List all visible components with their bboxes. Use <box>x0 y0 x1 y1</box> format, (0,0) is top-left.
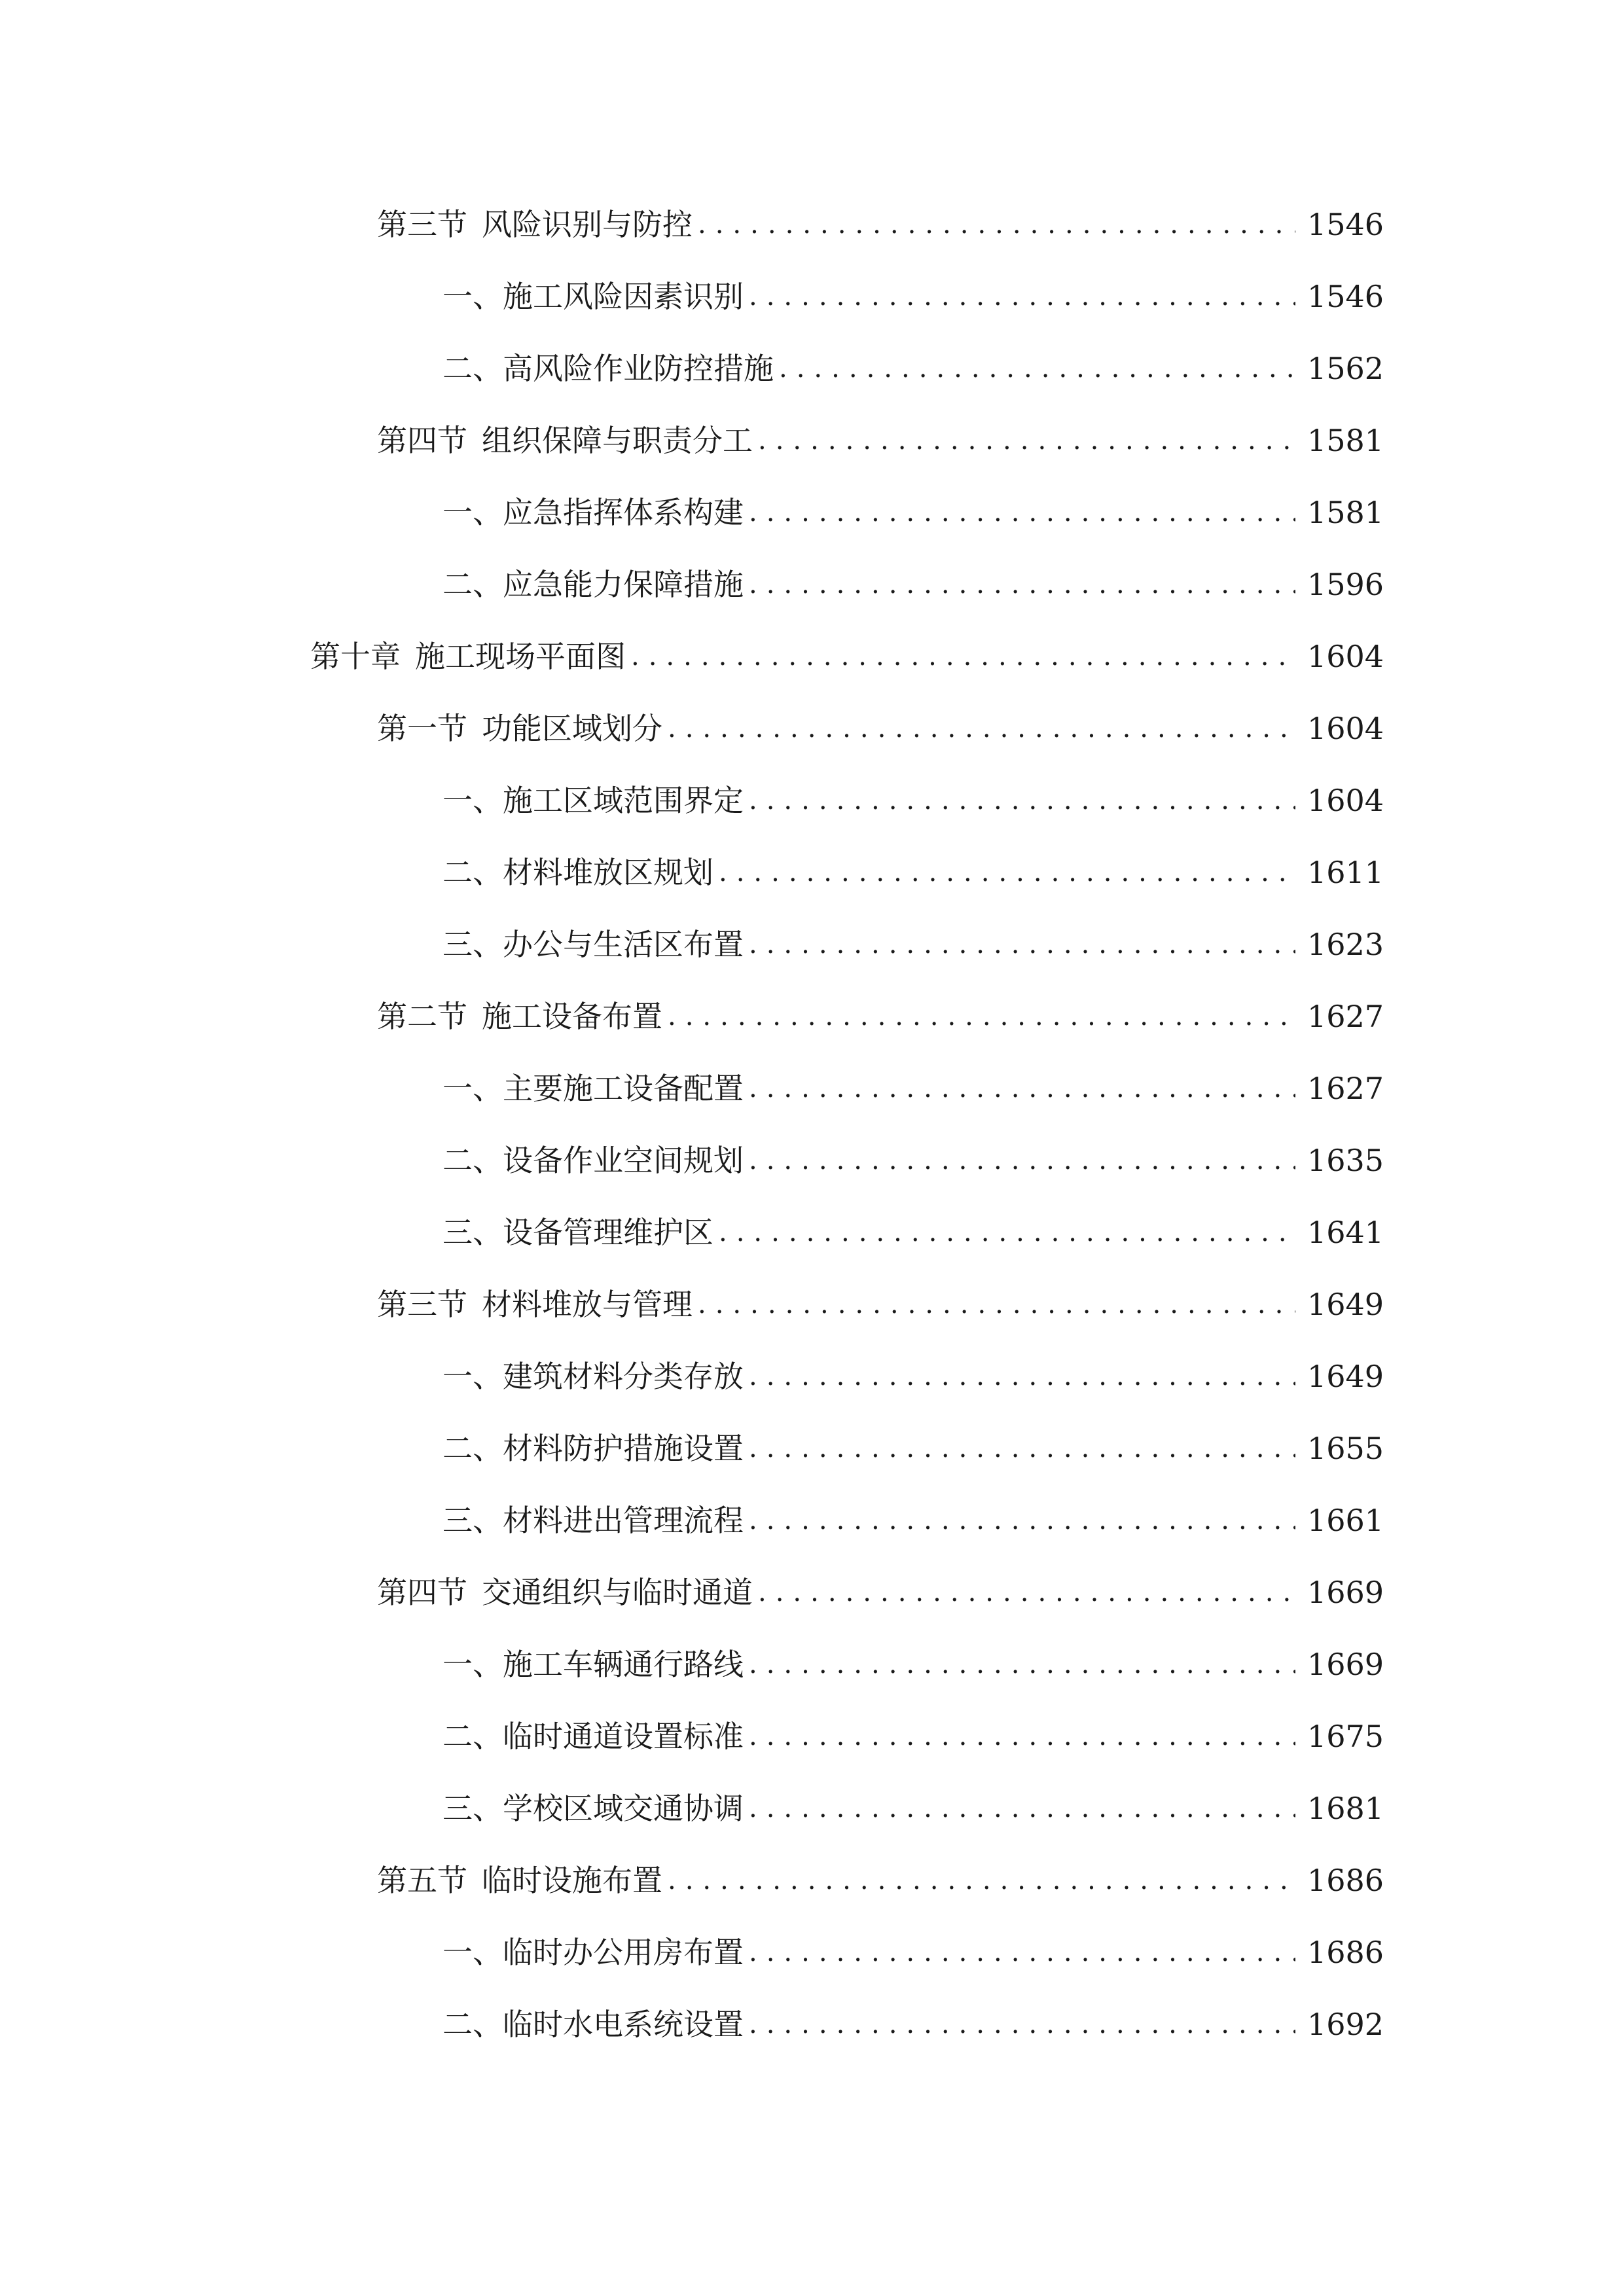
toc-entry-number: 二、 <box>442 1143 503 1178</box>
toc-entry-number: 二、 <box>442 351 503 386</box>
toc-entry[interactable] <box>0 1844 1624 1916</box>
toc-entry[interactable] <box>0 1556 1624 1628</box>
toc-entry-number: 二、 <box>442 855 503 890</box>
toc-entry-title: 主要施工设备配置 <box>503 1071 744 1106</box>
toc-entry-page: 1686 <box>1307 1863 1384 1898</box>
toc-entry-page: 1581 <box>1307 495 1384 530</box>
toc-entry-number: 一、 <box>442 279 503 314</box>
toc-entry[interactable] <box>0 260 1624 332</box>
toc-entry-page: 1692 <box>1307 2007 1384 2042</box>
toc-leader-dots <box>749 1363 1295 1390</box>
toc-entry-title: 临时设施布置 <box>482 1863 662 1898</box>
toc-entry-page: 1669 <box>1307 1647 1384 1682</box>
toc-leader-dots <box>668 715 1295 742</box>
toc-entry-title: 施工设备布置 <box>482 999 662 1034</box>
toc-leader-dots <box>749 1939 1295 1965</box>
toc-entry-number: 三、 <box>442 1215 503 1250</box>
toc-leader-dots <box>749 1147 1295 1174</box>
toc-entry-number: 一、 <box>442 1647 503 1682</box>
toc-entry-title: 建筑材料分类存放 <box>503 1359 744 1394</box>
toc-entry[interactable] <box>0 476 1624 548</box>
toc-leader-dots <box>719 859 1295 886</box>
toc-entry-title: 材料堆放与管理 <box>482 1287 693 1322</box>
toc-leader-dots <box>749 931 1295 958</box>
toc-entry-page: 1627 <box>1307 999 1384 1034</box>
toc-entry[interactable] <box>0 908 1624 980</box>
toc-entry-title: 风险识别与防控 <box>482 207 693 242</box>
toc-entry-title: 组织保障与职责分工 <box>482 423 753 458</box>
toc-entry-title: 材料防护措施设置 <box>503 1431 744 1466</box>
toc-entry[interactable] <box>0 1772 1624 1844</box>
toc-entry[interactable] <box>0 1268 1624 1340</box>
toc-leader-dots <box>749 2011 1295 2037</box>
toc-entry-page: 1546 <box>1307 279 1384 314</box>
toc-entry[interactable] <box>0 836 1624 908</box>
toc-entry-title: 施工现场平面图 <box>415 639 626 674</box>
toc-entry[interactable] <box>0 1988 1624 2060</box>
toc-entry-page: 1604 <box>1307 711 1384 746</box>
toc-entry-title: 应急能力保障措施 <box>503 567 744 602</box>
toc-entry-page: 1655 <box>1307 1431 1384 1466</box>
toc-entry-page: 1627 <box>1307 1071 1384 1106</box>
toc-entry-number: 一、 <box>442 495 503 530</box>
toc-entry-page: 1686 <box>1307 1935 1384 1970</box>
toc-leader-dots <box>668 1003 1295 1030</box>
toc-entry-title: 施工车辆通行路线 <box>503 1647 744 1682</box>
table-of-contents <box>0 188 1624 2060</box>
toc-entry-title: 应急指挥体系构建 <box>503 495 744 530</box>
toc-leader-dots <box>749 787 1295 814</box>
toc-entry-chapter[interactable] <box>0 620 1624 692</box>
toc-entry[interactable] <box>0 188 1624 260</box>
toc-entry-number: 二、 <box>442 2007 503 2042</box>
toc-entry-page: 1596 <box>1307 567 1384 602</box>
toc-leader-dots <box>749 1723 1295 1749</box>
toc-entry-number: 三、 <box>442 927 503 962</box>
toc-entry-number: 一、 <box>442 1071 503 1106</box>
toc-entry-number: 第十章 <box>310 639 401 674</box>
toc-leader-dots <box>758 1579 1295 1605</box>
toc-entry-title: 临时办公用房布置 <box>503 1935 744 1970</box>
toc-leader-dots <box>749 571 1295 598</box>
toc-entry-number: 第二节 <box>377 999 467 1034</box>
toc-entry-page: 1661 <box>1307 1503 1384 1538</box>
toc-entry[interactable] <box>0 1700 1624 1772</box>
toc-entry-number: 三、 <box>442 1503 503 1538</box>
toc-entry-number: 二、 <box>442 567 503 602</box>
toc-entry-page: 1546 <box>1307 207 1384 242</box>
toc-entry-number: 第五节 <box>377 1863 467 1898</box>
toc-leader-dots <box>631 643 1295 670</box>
toc-entry-number: 第一节 <box>377 711 467 746</box>
toc-entry-page: 1635 <box>1307 1143 1384 1178</box>
toc-entry-title: 办公与生活区布置 <box>503 927 744 962</box>
toc-entry-number: 一、 <box>442 1359 503 1394</box>
toc-entry-number: 第三节 <box>377 1287 467 1322</box>
toc-entry[interactable] <box>0 1340 1624 1412</box>
toc-entry-title: 施工区域范围界定 <box>503 783 744 818</box>
toc-entry-page: 1681 <box>1307 1791 1384 1826</box>
toc-leader-dots <box>749 1507 1295 1534</box>
toc-entry-title: 材料堆放区规划 <box>503 855 713 890</box>
toc-entry[interactable] <box>0 404 1624 476</box>
toc-entry-page: 1611 <box>1307 855 1384 890</box>
toc-entry[interactable] <box>0 1124 1624 1196</box>
toc-entry[interactable] <box>0 1916 1624 1988</box>
toc-entry[interactable] <box>0 548 1624 620</box>
toc-entry-number: 一、 <box>442 783 503 818</box>
toc-entry-number: 三、 <box>442 1791 503 1826</box>
toc-entry-page: 1581 <box>1307 423 1384 458</box>
toc-entry-number: 一、 <box>442 1935 503 1970</box>
toc-leader-dots <box>749 499 1295 526</box>
toc-entry-title: 高风险作业防控措施 <box>503 351 774 386</box>
toc-entry-page: 1641 <box>1307 1215 1384 1250</box>
toc-entry-page: 1649 <box>1307 1287 1384 1322</box>
toc-leader-dots <box>779 355 1295 382</box>
toc-leader-dots <box>749 283 1295 310</box>
toc-entry-title: 功能区域划分 <box>482 711 662 746</box>
toc-entry[interactable] <box>0 1196 1624 1268</box>
toc-entry-page: 1649 <box>1307 1359 1384 1394</box>
toc-entry[interactable] <box>0 1052 1624 1124</box>
toc-entry-page: 1675 <box>1307 1719 1384 1754</box>
toc-entry-title: 设备管理维护区 <box>503 1215 713 1250</box>
toc-leader-dots <box>719 1219 1295 1246</box>
toc-leader-dots <box>698 1291 1295 1318</box>
toc-entry-page: 1669 <box>1307 1575 1384 1610</box>
toc-leader-dots <box>758 427 1295 454</box>
toc-entry[interactable] <box>0 1484 1624 1556</box>
toc-entry[interactable] <box>0 980 1624 1052</box>
toc-entry-title: 临时水电系统设置 <box>503 2007 744 2042</box>
toc-entry-title: 学校区域交通协调 <box>503 1791 744 1826</box>
toc-leader-dots <box>698 211 1295 238</box>
toc-entry-title: 临时通道设置标准 <box>503 1719 744 1754</box>
toc-leader-dots <box>749 1651 1295 1677</box>
toc-entry[interactable] <box>0 1628 1624 1700</box>
toc-leader-dots <box>749 1435 1295 1462</box>
toc-entry-title: 材料进出管理流程 <box>503 1503 744 1538</box>
toc-entry-title: 施工风险因素识别 <box>503 279 744 314</box>
toc-entry-number: 第四节 <box>377 423 467 458</box>
toc-entry-page: 1562 <box>1307 351 1384 386</box>
toc-leader-dots <box>749 1075 1295 1102</box>
toc-entry-number: 第三节 <box>377 207 467 242</box>
toc-entry-number: 二、 <box>442 1719 503 1754</box>
toc-entry-page: 1623 <box>1307 927 1384 962</box>
toc-entry[interactable] <box>0 332 1624 404</box>
toc-entry[interactable] <box>0 1412 1624 1484</box>
toc-entry[interactable] <box>0 692 1624 764</box>
toc-leader-dots <box>668 1867 1295 1893</box>
toc-entry-number: 第四节 <box>377 1575 467 1610</box>
toc-entry[interactable] <box>0 764 1624 836</box>
toc-entry-title: 设备作业空间规划 <box>503 1143 744 1178</box>
toc-entry-title: 交通组织与临时通道 <box>482 1575 753 1610</box>
toc-entry-page: 1604 <box>1307 783 1384 818</box>
toc-entry-page: 1604 <box>1307 639 1384 674</box>
toc-entry-number: 二、 <box>442 1431 503 1466</box>
toc-leader-dots <box>749 1795 1295 1821</box>
